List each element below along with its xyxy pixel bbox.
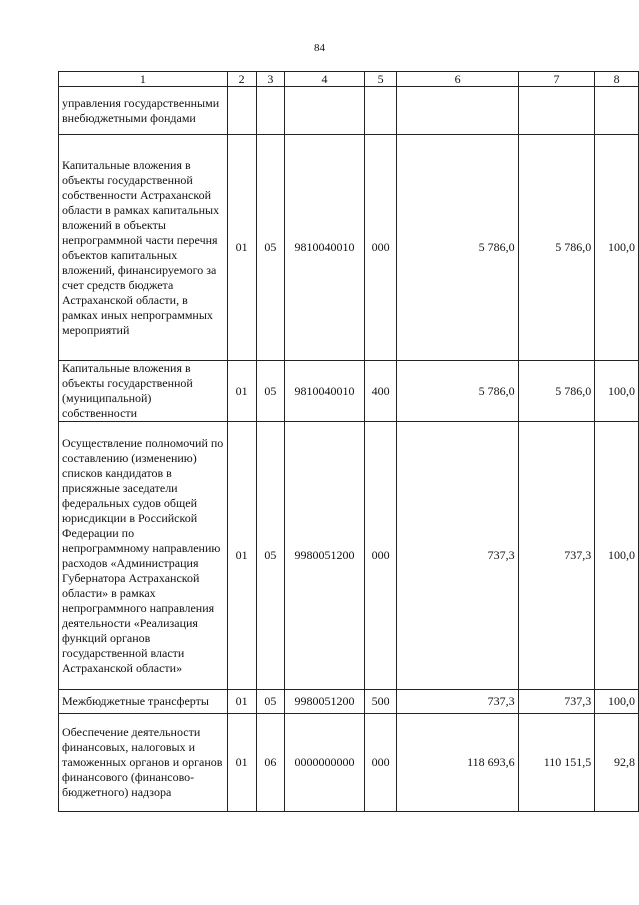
subsection-cell: 05 bbox=[256, 690, 285, 714]
percent-cell: 100,0 bbox=[595, 690, 639, 714]
table-row bbox=[59, 135, 639, 361]
target-article-cell bbox=[285, 87, 365, 135]
percent-cell: 100,0 bbox=[595, 135, 639, 361]
row-name-cell: Обеспечение деятельности финансовых, налоговых и таможенных органов и органов финансового (финансово-бюджетного) надзора bbox=[59, 714, 228, 812]
percent-cell bbox=[595, 87, 639, 135]
section-cell: 01 bbox=[227, 690, 256, 714]
page-number: 84 bbox=[314, 42, 325, 54]
budget-table bbox=[58, 71, 639, 812]
expense-type-cell bbox=[364, 87, 397, 135]
target-article-cell: 0000000000 bbox=[285, 714, 365, 812]
expense-type-cell: 500 bbox=[364, 690, 397, 714]
target-article-cell: 9810040010 bbox=[285, 361, 365, 422]
planned-amount-cell: 118 693,6 bbox=[397, 714, 518, 812]
planned-amount-cell: 5 786,0 bbox=[397, 361, 518, 422]
executed-amount-cell: 737,3 bbox=[518, 422, 595, 690]
percent-cell: 100,0 bbox=[595, 361, 639, 422]
table-row bbox=[59, 361, 639, 422]
table-row bbox=[59, 422, 639, 690]
row-name-cell: Осуществление полномочий по составлению (изменению) списков кандидатов в присяжные заседатели федеральных судов общей юрисдикции в Российской Федерации по непрограммному направлению расходов «Администрация Губернатора Астраханской области» в рамках непрограммного направления деятельности «Реализация функций органов государственной власти Астраханской области» bbox=[59, 422, 228, 690]
planned-amount-cell: 737,3 bbox=[397, 422, 518, 690]
target-article-cell: 9980051200 bbox=[285, 422, 365, 690]
column-header-5: 5 bbox=[364, 72, 397, 87]
row-name-cell: Межбюджетные трансферты bbox=[59, 690, 228, 714]
subsection-cell: 05 bbox=[256, 361, 285, 422]
executed-amount-cell: 5 786,0 bbox=[518, 135, 595, 361]
expense-type-cell: 400 bbox=[364, 361, 397, 422]
table-header-row bbox=[59, 72, 639, 87]
subsection-cell bbox=[256, 87, 285, 135]
section-cell: 01 bbox=[227, 714, 256, 812]
column-header-3: 3 bbox=[256, 72, 285, 87]
subsection-cell: 06 bbox=[256, 714, 285, 812]
target-article-cell: 9810040010 bbox=[285, 135, 365, 361]
expense-type-cell: 000 bbox=[364, 422, 397, 690]
row-name-cell: Капитальные вложения в объекты государственной собственности Астраханской области в рамках капитальных вложений в объекты непрограммной части перечня объектов капитальных вложений, финансируемого за счет средств бюджета Астраханской области, в рамках иных непрограммных мероприятий bbox=[59, 135, 228, 361]
percent-cell: 92,8 bbox=[595, 714, 639, 812]
section-cell: 01 bbox=[227, 361, 256, 422]
subsection-cell: 05 bbox=[256, 135, 285, 361]
planned-amount-cell bbox=[397, 87, 518, 135]
executed-amount-cell bbox=[518, 87, 595, 135]
section-cell bbox=[227, 87, 256, 135]
row-name-cell: Капитальные вложения в объекты государственной (муниципальной) собственности bbox=[59, 361, 228, 422]
column-header-2: 2 bbox=[227, 72, 256, 87]
table-row bbox=[59, 690, 639, 714]
executed-amount-cell: 5 786,0 bbox=[518, 361, 595, 422]
column-header-8: 8 bbox=[595, 72, 639, 87]
percent-cell: 100,0 bbox=[595, 422, 639, 690]
target-article-cell: 9980051200 bbox=[285, 690, 365, 714]
planned-amount-cell: 737,3 bbox=[397, 690, 518, 714]
section-cell: 01 bbox=[227, 422, 256, 690]
expense-type-cell: 000 bbox=[364, 714, 397, 812]
row-name-cell: управления государственными внебюджетными фондами bbox=[59, 87, 228, 135]
executed-amount-cell: 737,3 bbox=[518, 690, 595, 714]
table-row bbox=[59, 87, 639, 135]
planned-amount-cell: 5 786,0 bbox=[397, 135, 518, 361]
section-cell: 01 bbox=[227, 135, 256, 361]
column-header-6: 6 bbox=[397, 72, 518, 87]
column-header-1: 1 bbox=[59, 72, 228, 87]
table-row bbox=[59, 714, 639, 812]
executed-amount-cell: 110 151,5 bbox=[518, 714, 595, 812]
subsection-cell: 05 bbox=[256, 422, 285, 690]
column-header-4: 4 bbox=[285, 72, 365, 87]
column-header-7: 7 bbox=[518, 72, 595, 87]
expense-type-cell: 000 bbox=[364, 135, 397, 361]
